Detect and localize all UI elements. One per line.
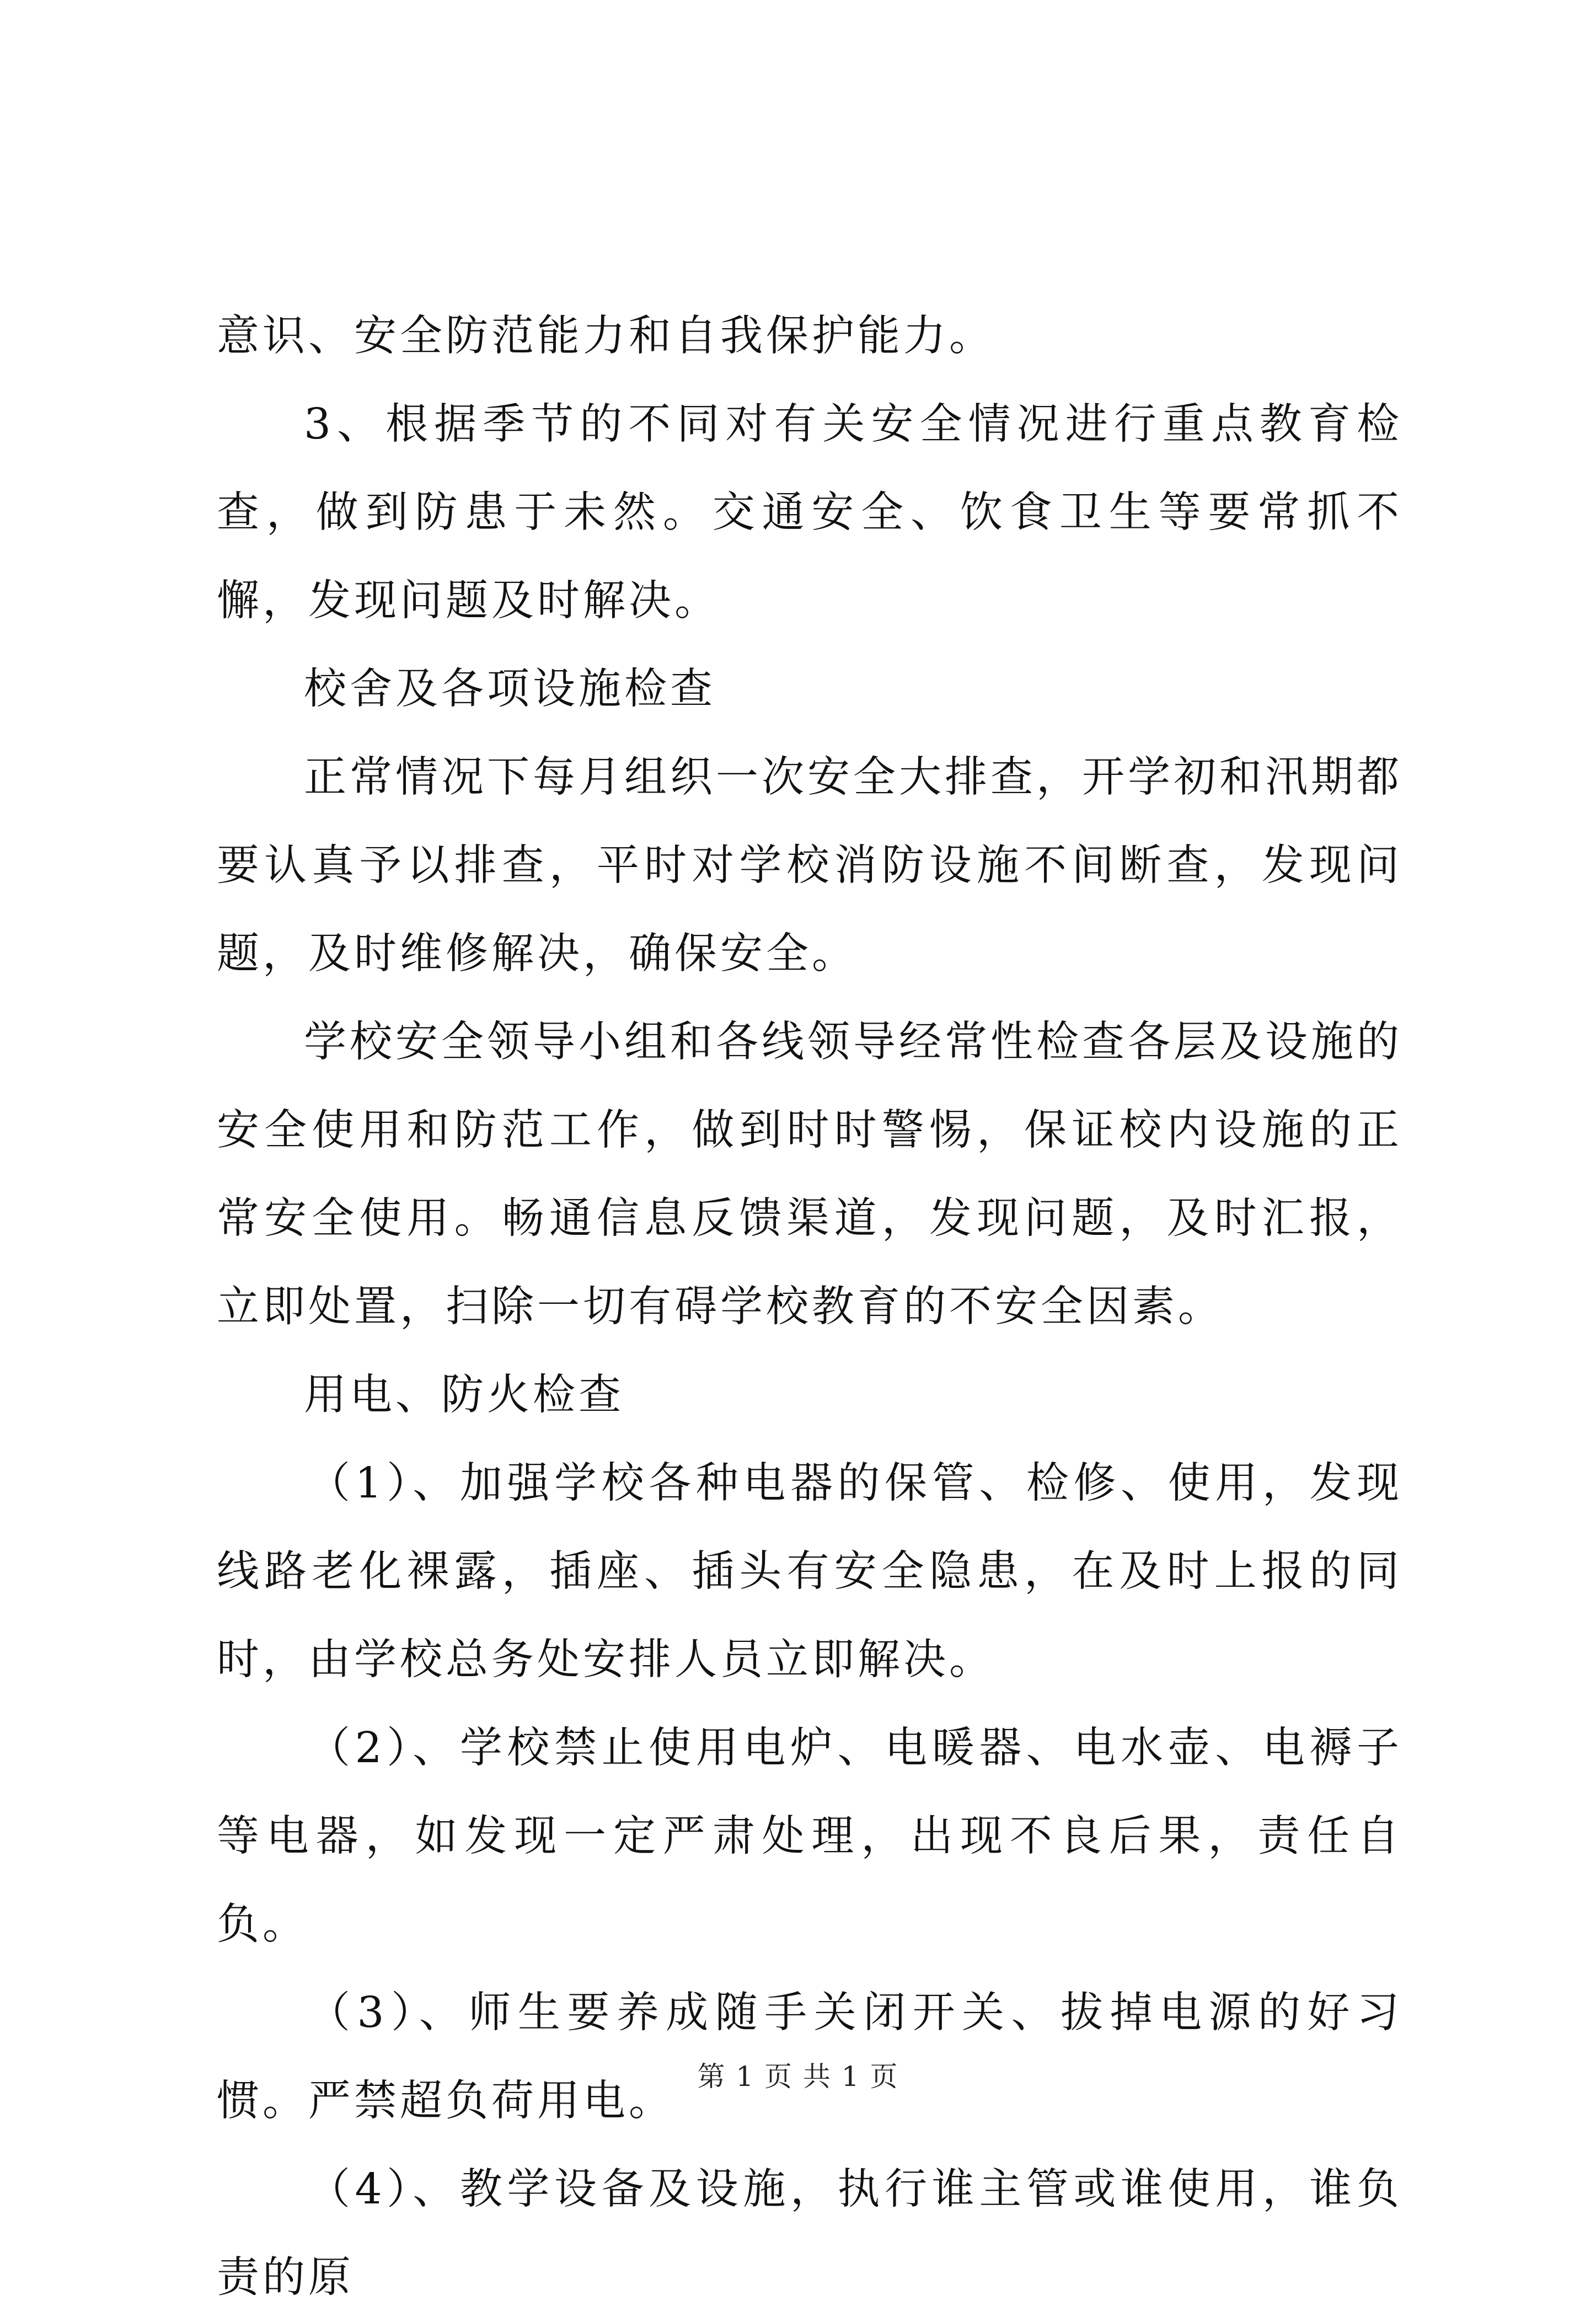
section-heading-facilities: 校舍及各项设施检查 — [304, 665, 716, 714]
paragraph-electric-item-4: （4）、教学设备及设施，执行谁主管或谁使用，谁负责的原 — [217, 2165, 1402, 2302]
document-body — [217, 292, 1402, 2322]
paragraph-monthly-inspection: 正常情况下每月组织一次安全大排查，开学初和汛期都要认真予以排查，平时对学校消防设施不间断查，发现问题，及时维修解决，确保安全。 — [217, 753, 1402, 978]
paragraph-electric-item-2: （2）、学校禁止使用电炉、电暖器、电水壶、电褥子等电器，如发现一定严肃处理，出现不良后果，责任自负。 — [217, 1724, 1402, 1949]
page-footer: 第 1 页 共 1 页 — [697, 2061, 899, 2093]
paragraph-leadership-inspection: 学校安全领导小组和各线领导经常性检查各层及设施的安全使用和防范工作，做到时时警惕，保证校内设施的正常安全使用。畅通信息反馈渠道，发现问题，及时汇报，立即处置，扫除一切有碍学校教育的不安全因素。 — [217, 1018, 1402, 1331]
paragraph-item-3: 3、根据季节的不同对有关安全情况进行重点教育检查，做到防患于未然。交通安全、饮食卫生等要常抓不懈，发现问题及时解决。 — [217, 400, 1402, 625]
paragraph-continuation: 意识、安全防范能力和自我保护能力。 — [217, 312, 995, 361]
section-heading-electricity-fire: 用电、防火检查 — [304, 1371, 624, 1420]
paragraph-electric-item-1: （1）、加强学校各种电器的保管、检修、使用，发现线路老化裸露，插座、插头有安全隐患，在及时上报的同时，由学校总务处安排人员立即解决。 — [217, 1459, 1402, 1684]
paragraph-electric-item-3: （3）、师生要养成随手关闭开关、拔掉电源的好习惯。严禁超负荷用电。 — [217, 1988, 1402, 2126]
